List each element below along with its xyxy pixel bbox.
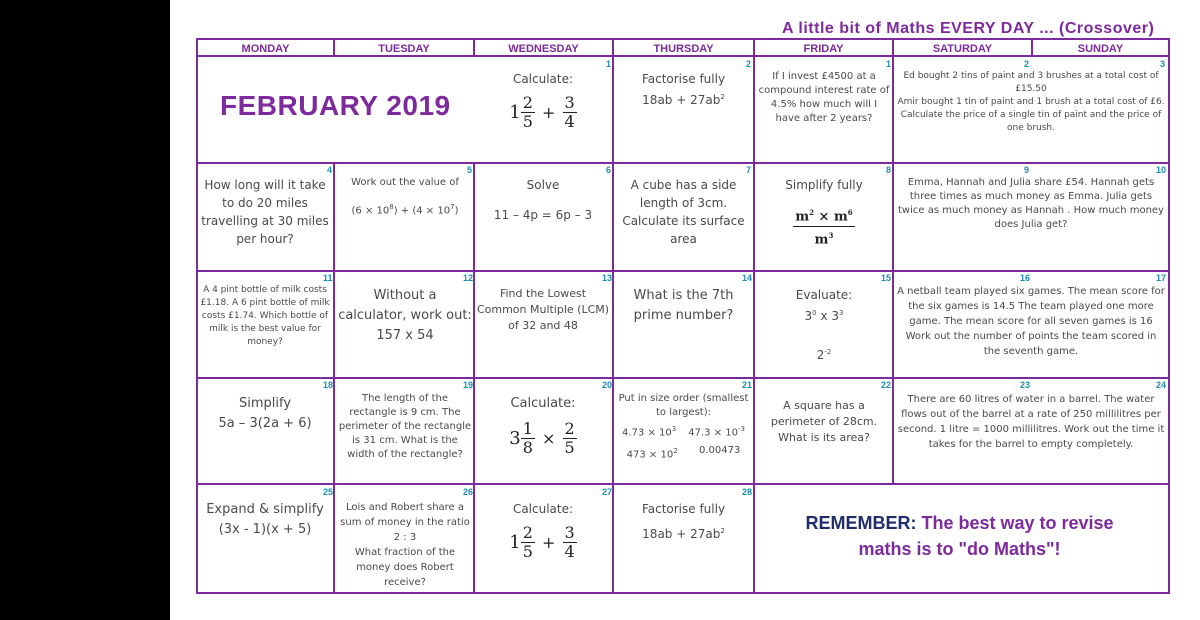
day-header-thursday: THURSDAY <box>653 43 714 55</box>
grid-line <box>196 38 198 594</box>
day-number: 10 <box>1156 165 1167 175</box>
algebraic-fraction <box>758 204 890 250</box>
question-day-18 <box>200 394 330 434</box>
question-expression <box>758 343 890 364</box>
exponent: 6 <box>847 208 853 217</box>
question-day-7: A cube has a side length of 3cm. Calculate its surface area <box>622 178 745 246</box>
denominator: 8 <box>522 438 533 457</box>
grid-line <box>196 483 1168 485</box>
day-header-sunday: SUNDAY <box>1077 43 1124 55</box>
day-number: 11 <box>323 273 333 283</box>
exponent: 2 <box>720 527 725 535</box>
question-text: Factorise fully <box>641 502 726 516</box>
operator: + <box>542 533 556 552</box>
question-day-16-17: A netball team played six games. The mean score for the six games is 14.5 The team played one more game. The mean score for all seven games is 16 Work out the number of points the team scored in the seventh game. <box>897 286 1165 357</box>
question-day-1 <box>476 70 610 131</box>
day-number: 14 <box>742 273 753 283</box>
numerator-text: × m <box>814 209 848 225</box>
grid-line <box>612 38 614 594</box>
question-text: Solve <box>526 178 560 192</box>
number-item <box>622 422 676 440</box>
day-number: 1 <box>886 59 892 69</box>
fraction <box>521 420 535 457</box>
question-expression: 157 x 54 <box>376 328 434 343</box>
exponent: 8 <box>389 203 394 211</box>
number-row <box>616 444 751 462</box>
day-number: 1 <box>606 59 612 69</box>
day-number: 28 <box>742 487 753 497</box>
exponent: -2 <box>824 348 832 356</box>
remember-text: The best way to revise <box>916 513 1114 533</box>
numerator: 3 <box>564 93 575 112</box>
month-title: FEBRUARY 2019 <box>220 90 451 121</box>
question-day-15 <box>758 286 890 364</box>
number-text: 473 × 10 <box>626 449 674 461</box>
fraction <box>563 420 577 457</box>
fraction <box>563 94 577 131</box>
question-text: Simplify fully <box>785 178 863 192</box>
numerator: 2 <box>522 93 533 112</box>
day-number: 19 <box>463 380 474 390</box>
question-text: Lois and Robert share a sum of money in the ratio <box>340 502 470 528</box>
expression-text: 18ab + 27ab <box>642 93 721 107</box>
question-text: Calculate the price of a single tin of paint and the price of one brush. <box>900 110 1162 133</box>
day-number: 8 <box>886 165 892 175</box>
grid-line <box>196 38 1168 40</box>
denominator: 4 <box>564 112 575 131</box>
question-label: Calculate: <box>510 396 576 411</box>
day-number: 16 <box>1020 273 1031 283</box>
question-text: Work out the value of <box>351 177 459 188</box>
question-day-25 <box>200 500 330 540</box>
day-number: 23 <box>1020 380 1031 390</box>
question-day-28 <box>616 500 751 543</box>
remember-banner <box>767 510 1152 562</box>
mixed-whole: 1 <box>509 532 521 553</box>
question-text: Expand & simplify <box>206 502 324 517</box>
question-expression: 5a – 3(2a + 6) <box>218 416 312 431</box>
question-day-21 <box>616 392 751 463</box>
grid-line <box>333 162 335 594</box>
question-day-2 <box>616 70 751 109</box>
numerator-text: m <box>795 209 810 225</box>
question-text: Put in size order (smallest to largest): <box>618 393 749 418</box>
day-number: 25 <box>323 487 334 497</box>
day-number: 26 <box>463 487 474 497</box>
question-day-23-24: There are 60 litres of water in a barrel. The water flows out of the barrel at a rate of 250 millilitres per second. 1 litre = 1000 millilitres. Work out the time it takes for the barrel to empty completely. <box>897 394 1165 450</box>
expression-text: 18ab + 27ab <box>642 527 721 541</box>
fraction <box>521 94 535 131</box>
day-number: 15 <box>881 273 892 283</box>
exponent: 2 <box>809 208 815 217</box>
numerator: 2 <box>522 523 533 542</box>
day-header-tuesday: TUESDAY <box>378 43 430 55</box>
expression-text: 2 <box>816 348 825 362</box>
grid-line <box>1168 38 1170 594</box>
grid-line <box>753 38 755 594</box>
grid-line <box>473 162 475 594</box>
day-number: 2 <box>746 59 752 69</box>
numerator <box>793 204 854 227</box>
exponent: -3 <box>737 425 745 433</box>
day-number: 20 <box>602 380 613 390</box>
fraction <box>563 524 577 561</box>
question-day-6 <box>476 176 610 224</box>
remember-text: maths is to "do Maths"! <box>858 539 1061 559</box>
question-day-1-friday: If I invest £4500 at a compound interest rate of 4.5% how much will I have after 2 years? <box>758 71 890 124</box>
grid-line <box>196 592 1168 594</box>
question-label: Calculate: <box>512 502 574 516</box>
mixed-whole: 3 <box>509 428 521 449</box>
day-number: 24 <box>1156 380 1167 390</box>
denominator: 5 <box>522 112 533 131</box>
grid-line <box>196 162 1168 164</box>
operator: × <box>542 429 556 448</box>
question-text: Factorise fully <box>641 72 726 86</box>
fraction-expression <box>476 94 610 131</box>
ratio: 2 : 3 <box>393 532 417 543</box>
question-day-26 <box>338 500 472 590</box>
day-header-wednesday: WEDNESDAY <box>508 43 579 55</box>
day-number: 13 <box>602 273 613 283</box>
fraction <box>521 524 535 561</box>
day-number: 7 <box>746 165 752 175</box>
day-number: 21 <box>742 380 753 390</box>
day-number: 12 <box>463 273 474 283</box>
question-text: Simplify <box>238 396 292 411</box>
numerator: 1 <box>522 419 533 438</box>
question-day-14: What is the 7th prime number? <box>633 288 734 323</box>
question-day-19: The length of the rectangle is 9 cm. The perimeter of the rectangle is 31 cm. What is the width of the rectangle? <box>338 393 472 460</box>
exponent: 0 <box>812 309 817 317</box>
day-number: 17 <box>1156 273 1167 283</box>
day-number: 6 <box>606 165 612 175</box>
denominator: 5 <box>522 542 533 561</box>
question-day-20 <box>476 394 610 457</box>
question-expression <box>758 304 890 325</box>
number-text: 47.3 × 10 <box>688 427 738 439</box>
question-day-5 <box>338 176 472 218</box>
denominator: 5 <box>564 438 575 457</box>
calendar-sheet <box>170 0 1200 620</box>
question-day-9-10: Emma, Hannah and Julia share £54. Hannah gets three times as much money as Emma. Julia gets twice as much money as Hannah . How much money does Julia get? <box>898 177 1164 230</box>
expression-text: x 3 <box>816 309 839 323</box>
day-number: 3 <box>1160 59 1166 69</box>
page-title: A little bit of Maths EVERY DAY ... (Crossover) <box>782 20 1155 37</box>
number-item <box>627 444 678 462</box>
day-number: 9 <box>1024 165 1030 175</box>
exponent: 3 <box>839 309 844 317</box>
number-item <box>688 422 745 440</box>
day-number: 5 <box>467 165 473 175</box>
day-number: 18 <box>323 380 334 390</box>
day-number: 22 <box>881 380 892 390</box>
mixed-whole: 1 <box>509 102 521 123</box>
operator: + <box>542 103 556 122</box>
fraction-expression <box>476 420 610 457</box>
numerator: 3 <box>564 523 575 542</box>
question-day-22: A square has a perimeter of 28cm. What is its area? <box>770 399 878 444</box>
exponent: 2 <box>673 447 678 456</box>
question-text: Evaluate: <box>795 288 853 302</box>
fraction-expression <box>476 524 610 561</box>
day-header-friday: FRIDAY <box>803 43 844 55</box>
grid-line <box>196 270 1168 272</box>
question-expression <box>338 200 472 218</box>
question-text: Amir bought 1 tin of paint and 1 brush at a total cost of £6. <box>897 97 1165 107</box>
question-expression <box>616 88 751 109</box>
exponent: 7 <box>450 203 455 211</box>
numerator: 2 <box>564 419 575 438</box>
question-day-11: A 4 pint bottle of milk costs £1.18. A 6 pint bottle of milk costs £1.74. Which bottle of milk is the best value for money? <box>200 285 330 347</box>
denominator: 4 <box>564 542 575 561</box>
day-header-monday: MONDAY <box>241 43 290 55</box>
expression-text: ) <box>454 205 459 217</box>
denominator <box>793 227 854 249</box>
remember-label: REMEMBER: <box>805 513 917 533</box>
exponent: 3 <box>671 425 677 433</box>
question-day-8 <box>758 176 890 250</box>
number-text: 4.73 × 10 <box>622 427 672 439</box>
question-text: What fraction of the money does Robert receive? <box>354 547 456 588</box>
question-expression: (3x - 1)(x + 5) <box>218 522 312 537</box>
exponent: 2 <box>720 93 725 101</box>
grid-line <box>196 377 1168 379</box>
expression-text: (6 × 10 <box>351 205 390 217</box>
exponent: 3 <box>828 231 834 241</box>
question-day-27 <box>476 500 610 561</box>
question-day-2-3 <box>896 70 1166 135</box>
question-text: Without a calculator, work out: <box>338 288 472 323</box>
expression-text: 3 <box>804 309 813 323</box>
number-item: 0.00473 <box>698 445 741 457</box>
question-day-4: How long will it take to do 20 miles travelling at 30 miles per hour? <box>201 178 329 246</box>
question-expression <box>616 522 751 543</box>
question-day-13: Find the Lowest Common Multiple (LCM) of 32 and 48 <box>476 287 610 332</box>
number-row <box>616 422 751 440</box>
day-header-saturday: SATURDAY <box>932 43 993 55</box>
grid-line <box>892 38 894 484</box>
question-text: Ed bought 2 tins of paint and 3 brushes at a total cost of £15.50 <box>903 71 1159 94</box>
question-label: Calculate: <box>512 72 574 86</box>
question-day-12 <box>338 286 472 346</box>
day-number: 2 <box>1024 59 1030 69</box>
denominator-text: m <box>814 232 829 248</box>
day-number: 4 <box>327 165 333 175</box>
expression-text: ) + (4 × 10 <box>393 205 451 217</box>
question-expression: 11 – 4p = 6p – 3 <box>493 208 593 222</box>
fraction <box>793 204 854 250</box>
day-number: 27 <box>602 487 613 497</box>
